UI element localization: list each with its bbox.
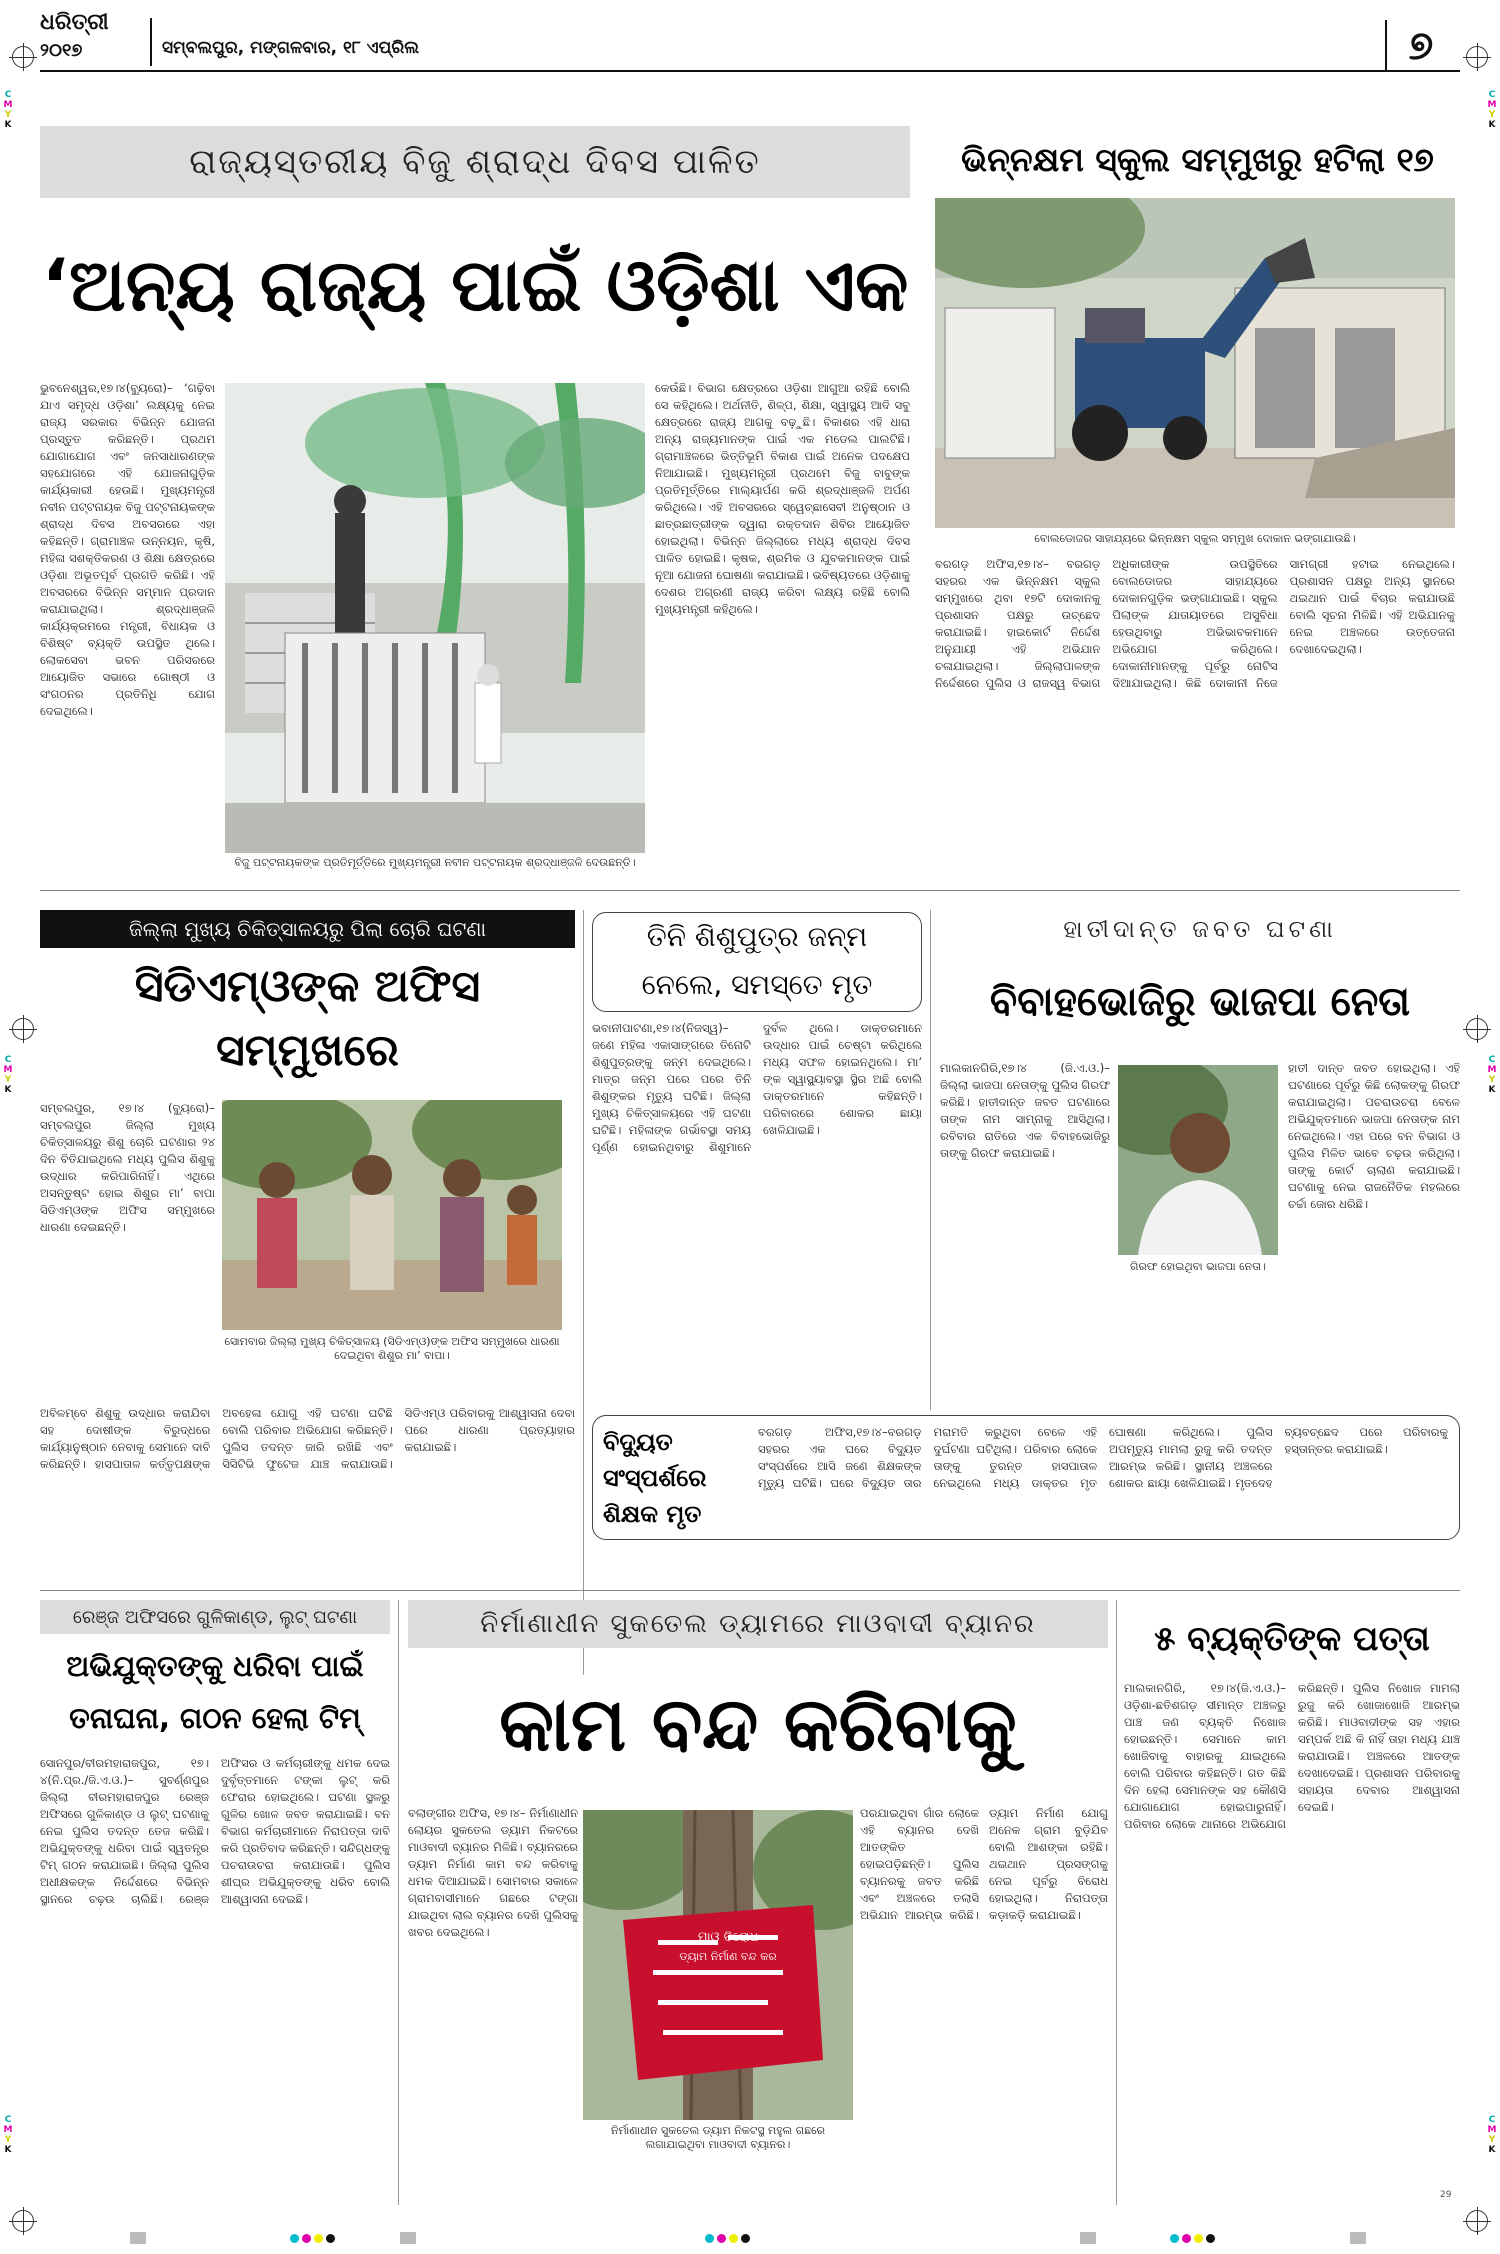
cmyk-strip: C M Y K xyxy=(3,2115,13,2155)
print-grey-bar xyxy=(1080,2232,1096,2244)
story3-kicker: ଜିଲ୍ଲା ମୁଖ୍ୟ ଚିକିତ୍ସାଳୟରୁ ପିଲା ଚୋରି ଘଟଣା xyxy=(40,910,575,948)
print-grey-bar xyxy=(1350,2232,1366,2244)
story3-headline-line1: ସିଡିଏମ୍ଓଙ୍କ ଅଫିସ ସମ୍ମୁଖରେ xyxy=(134,961,481,1076)
story2-photo-caption: ବୋଲଡୋଜର ସାହାଯ୍ୟରେ ଭିନ୍ନକ୍ଷମ ସ୍କୁଲ ସମ୍ମୁଖ ଦୋକାନ ଭଙ୍ଗାଯାଉଛି। xyxy=(1034,532,1356,545)
masthead-year: ୨୦୧୭ xyxy=(40,40,83,61)
cmyk-strip: C M Y K xyxy=(1487,90,1497,130)
story5-headline: ବିବାହଭୋଜିରୁ ଭାଜପା ନେତା xyxy=(989,979,1411,1025)
story1-body-left: ଭୁବନେଶ୍ୱର,୧୭।୪(ବ୍ୟୁରୋ)– ‘ଗଢ଼ିବା ଯାଏ ସମୃଦ୍ଧ ଓଡ଼ିଶା’ ଲକ୍ଷ୍ୟକୁ ନେଇ ରାଜ୍ୟ ସରକାର ବିଭିନ୍ନ ଯୋଜନା ପ୍ରସ୍ତୁତ କରିଛନ୍ତି। ପ୍ରଥମ ଯୋଗାଯୋଗ ଏବଂ ଜନସାଧାରଣଙ୍କ ସହଯୋଗରେ ଏହି ଯୋଜନାଗୁଡ଼ିକ କାର୍ଯ୍ୟକାରୀ ହେଉଛି। ମୁଖ୍ୟମନ୍ତ୍ରୀ ନବୀନ ପଟ୍ଟନାୟକ ବିଜୁ ପଟ୍ଟନାୟକଙ୍କ ଶ୍ରାଦ୍ଧ ଦିବସ ଅବସରରେ ଏହା କହିଛନ୍ତି। ଗ୍ରାମାଞ୍ଚଳ ଉନ୍ନୟନ, କୃଷି, ମହିଳା ସଶକ୍ତିକରଣ ଓ ଶିକ୍ଷା କ୍ଷେତ୍ରରେ ଓଡ଼ିଶା ଅଭୂତପୂର୍ବ ପ୍ରଗତି କରିଛି। ଏହି ଅବସରରେ ବିଭିନ୍ନ ସମ୍ମାନ ପ୍ରଦାନ କରାଯାଇଥିଲା। ଶ୍ରଦ୍ଧାଞ୍ଜଳି କାର୍ଯ୍ୟକ୍ରମରେ ମନ୍ତ୍ରୀ, ବିଧାୟକ ଓ ବିଶିଷ୍ଟ ବ୍ୟକ୍ତି ଉପସ୍ଥିତ ଥିଲେ। ଲୋକସେବା ଭବନ ପରିସରରେ ଆୟୋଜିତ ସଭାରେ ଗୋଷ୍ଠୀ ଓ ସଂଗଠନର ପ୍ରତିନିଧି ଯୋଗ ଦେଇଥିଲେ। xyxy=(40,381,215,718)
newspaper-logo: ଧରିତ୍ରୀ xyxy=(40,10,109,35)
registration-mark xyxy=(1466,1018,1488,1040)
story6-headline xyxy=(603,1424,748,1534)
story5-body-left: ମାଲକାନଗିରି,୧୭।୪ (ଜି.ଏ.ଓ.)– ଜିଲ୍ଲା ଭାଜପା ନେତାଙ୍କୁ ପୁଲିସ ଗିରଫ କରିଛି। ହାତୀଦାନ୍ତ ଜବତ ଘଟଣାରେ ତାଙ୍କ ନାମ ସାମ୍ନାକୁ ଆସିଥିଲା। ରବିବାର ରାତିରେ ଏକ ବିବାହଭୋଜିରୁ ତାଙ୍କୁ ଗିରଫ କରାଯାଇଛି। xyxy=(940,1061,1110,1160)
story3-headline-line2 xyxy=(40,1083,575,1085)
cmyk-strip: C M Y K xyxy=(3,90,13,130)
story3-photo-caption: ସୋମବାର ଜିଲ୍ଲା ମୁଖ୍ୟ ଚିକିତ୍ସାଳୟ (ସିଡିଏମ୍ଓ)ଙ୍କ ଅଫିସ ସମ୍ମୁଖରେ ଧାରଣା ଦେଇଥିବା ଶିଶୁର ମା’ ବାପା। xyxy=(224,1335,560,1362)
section-rule xyxy=(40,890,1460,891)
column-rule xyxy=(930,910,931,1410)
column-rule xyxy=(583,910,584,1675)
cmyk-strip: C M Y K xyxy=(3,1055,13,1095)
story7-headline xyxy=(40,1640,390,1750)
masthead-dateline: ସମ୍ବଲପୁର, ମଙ୍ଗଳବାର, ୧୮ ଏପ୍ରିଲ xyxy=(162,38,420,58)
story8-headline: କାମ ବନ୍ଦ କରିବାକୁ xyxy=(499,1682,1017,1768)
story5-kicker: ହାତୀଦାନ୍ତ ଜବତ ଘଟଣା xyxy=(940,910,1460,948)
story8-kicker: ନିର୍ମାଣାଧୀନ ସୁକତେଲ ଡ୍ୟାମରେ ମାଓବାଦୀ ବ୍ୟାନର xyxy=(408,1600,1108,1648)
story2-headline: ଭିନ୍ନକ୍ଷମ ସ୍କୁଲ ସମ୍ମୁଖରୁ ହଟିଲା ୧୭ xyxy=(961,140,1434,179)
story7-body: ସୋନପୁର/ବୀରମହାରାଜପୁର, ୧୭।୪(ନି.ପ୍ର./ଜି.ଏ.ଓ.)– ସୁବର୍ଣ୍ଣପୁର ଜିଲ୍ଲା ବୀରମହାରାଜପୁର ରେଞ୍ଜ ଅଫିସରେ ଗୁଳିକାଣ୍ଡ ଓ ଲୁଟ୍ ଘଟଣାକୁ ନେଇ ପୁଲିସ ତଦନ୍ତ ତେଜ କରିଛି। ଅଭିଯୁକ୍ତଙ୍କୁ ଧରିବା ପାଇଁ ସ୍ୱତନ୍ତ୍ର ଟିମ୍ ଗଠନ କରାଯାଇଛି। ଜିଲ୍ଲା ପୁଲିସ ଅଧୀକ୍ଷକଙ୍କ ନିର୍ଦ୍ଦେଶରେ ବିଭିନ୍ନ ସ୍ଥାନରେ ଚଢ଼ଉ ଚାଲିଛି। ରେଞ୍ଜ ଅଫିସର ଓ କର୍ମଚାରୀଙ୍କୁ ଧମକ ଦେଇ ଦୁର୍ବୃତ୍ତମାନେ ଟଙ୍କା ଲୁଟ୍ କରି ଫେରାର ହୋଇଥିଲେ। ଘଟଣା ସ୍ଥଳରୁ ଗୁଳିର ଖୋଳ ଜବତ କରାଯାଇଛି। ବନ ବିଭାଗ କର୍ମଚାରୀମାନେ ନିରାପତ୍ତା ଦାବି କରି ପ୍ରତିବାଦ କରିଛନ୍ତି। ସନ୍ଦିଗ୍ଧଙ୍କୁ ପଚରାଉଚରା କରାଯାଉଛି। ପୁଲିସ ଶୀଘ୍ର ଅଭିଯୁକ୍ତଙ୍କୁ ଧରିବ ବୋଲି ଆଶ୍ୱାସନା ଦେଇଛି। xyxy=(40,1756,390,1906)
story8-photo xyxy=(583,1810,853,2120)
registration-mark xyxy=(12,46,34,68)
story8-body-left: ବଲାଙ୍ଗୀର ଅଫିସ, ୧୭।୪– ନିର୍ମାଣାଧୀନ ଲୋୟର ସୁକତେଲ ଡ୍ୟାମ ନିକଟରେ ମାଓବାଦୀ ବ୍ୟାନର ମିଳିଛି। ବ୍ୟାନରରେ ଡ୍ୟାମ ନିର୍ମାଣ କାମ ବନ୍ଦ କରିବାକୁ ଧମକ ଦିଆଯାଇଛି। ସୋମବାର ସକାଳେ ଗ୍ରାମବାସୀମାନେ ଗଛରେ ଟଙ୍ଗା ଯାଇଥିବା ଲାଲ ବ୍ୟାନର ଦେଖି ପୁଲିସକୁ ଖବର ଦେଇଥିଲେ। xyxy=(408,1806,578,1939)
cmyk-strip: C M Y K xyxy=(1487,1055,1497,1095)
story9-body: ମାଲକାନଗିରି, ୧୭।୪(ଜି.ଏ.ଓ.)– ଓଡ଼ିଶା-ଛତିଶଗଡ଼ ସୀମାନ୍ତ ଅଞ୍ଚଳରୁ ପାଞ୍ଚ ଜଣ ବ୍ୟକ୍ତି ନିଖୋଜ ହୋଇଛନ୍ତି। ସେମାନେ କାମ ଖୋଜିବାକୁ ବାହାରକୁ ଯାଇଥିଲେ ବୋଲି ପରିବାର କହିଛନ୍ତି। ଗତ କିଛି ଦିନ ହେଲା ସେମାନଙ୍କ ସହ କୌଣସି ଯୋଗାଯୋଗ ହୋଇପାରୁନାହିଁ। ପରିବାର ଲୋକେ ଥାନାରେ ଅଭିଯୋଗ କରିଛନ୍ତି। ପୁଲିସ ନିଖୋଜ ମାମଲା ରୁଜୁ କରି ଖୋଜାଖୋଜି ଆରମ୍ଭ କରିଛି। ମାଓବାଦୀଙ୍କ ସହ ଏହାର ସମ୍ପର୍କ ଅଛି କି ନାହିଁ ତାହା ମଧ୍ୟ ଯାଞ୍ଚ କରାଯାଉଛି। ଅଞ୍ଚଳରେ ଆତଙ୍କ ଦେଖାଦେଇଛି। ପ୍ରଶାସନ ପରିବାରକୁ ସହାୟତା ଦେବାର ଆଶ୍ୱାସନା ଦେଇଛି। xyxy=(1124,1681,1460,1831)
story3-headline xyxy=(40,955,575,1085)
story3-body-left: ସମ୍ବଲପୁର, ୧୭।୪ (ବ୍ୟୁରୋ)– ସମ୍ବଲପୁର ଜିଲ୍ଲା ମୁଖ୍ୟ ଚିକିତ୍ସାଳୟରୁ ଶିଶୁ ଚୋରି ଘଟଣାର ୨୪ ଦିନ ବିତିଯାଇଥିଲେ ମଧ୍ୟ ପୁଲିସ ଶିଶୁକୁ ଉଦ୍ଧାର କରିପାରିନାହିଁ। ଏଥିରେ ଅସନ୍ତୁଷ୍ଟ ହୋଇ ଶିଶୁର ମା’ ବାପା ସିଡିଏମ୍ଓଙ୍କ ଅଫିସ ସମ୍ମୁଖରେ ଧାରଣା ଦେଇଛନ୍ତି। xyxy=(40,1101,215,1234)
story5-photo xyxy=(1118,1065,1278,1255)
story4-headline-line2: ନେଲେ, ସମସ୍ତେ ମୃତ xyxy=(641,968,873,1001)
registration-mark xyxy=(12,1018,34,1040)
story5-photo-caption: ଗିରଫ ହୋଇଥିବା ଭାଜପା ନେତା। xyxy=(1130,1260,1266,1273)
footer-page-ref: 29 xyxy=(1440,2190,1452,2200)
story1-body-right: କେଉଁଛି। ବିଭାଗ କ୍ଷେତ୍ରରେ ଓଡ଼ିଶା ଆଗୁଆ ରହିଛି ବୋଲି ସେ କହିଥିଲେ। ଅର୍ଥନୀତି, ଶିଳ୍ପ, ଶିକ୍ଷା, ସ୍ୱାସ୍ଥ୍ୟ ଆଦି ସବୁ କ୍ଷେତ୍ରରେ ରାଜ୍ୟ ଆଗକୁ ବଢ଼ୁଛି। ବିକାଶର ଏହି ଧାରା ଅନ୍ୟ ରାଜ୍ୟମାନଙ୍କ ପାଇଁ ଏକ ମଡେଲ ପାଲଟିଛି। ଗ୍ରାମାଞ୍ଚଳରେ ଭିତ୍ତିଭୂମି ବିକାଶ ପାଇଁ ଅନେକ ପଦକ୍ଷେପ ନିଆଯାଇଛି। ମୁଖ୍ୟମନ୍ତ୍ରୀ ପ୍ରଥମେ ବିଜୁ ବାବୁଙ୍କ ପ୍ରତିମୂର୍ତ୍ତିରେ ମାଲ୍ୟାର୍ପଣ କରି ଶ୍ରଦ୍ଧାଞ୍ଜଳି ଅର୍ପଣ କରିଥିଲେ। ଏହି ଅବସରରେ ସ୍ୱେଚ୍ଛାସେବୀ ଅନୁଷ୍ଠାନ ଓ ଛାତ୍ରଛାତ୍ରୀଙ୍କ ଦ୍ୱାରା ରକ୍ତଦାନ ଶିବିର ଆୟୋଜିତ ହୋଇଥିଲା। ବିଭିନ୍ନ ଜିଲ୍ଲାରେ ମଧ୍ୟ ଶ୍ରାଦ୍ଧ ଦିବସ ପାଳିତ ହୋଇଛି। କୃଷକ, ଶ୍ରମିକ ଓ ଯୁବକମାନଙ୍କ ପାଇଁ ନୂଆ ଯୋଜନା ଘୋଷଣା କରାଯାଇଛି। ଭବିଷ୍ୟତରେ ଓଡ଼ିଶାକୁ ଦେଶର ଅଗ୍ରଣୀ ରାଜ୍ୟ କରିବା ଲକ୍ଷ୍ୟ ରହିଛି ବୋଲି ମୁଖ୍ୟମନ୍ତ୍ରୀ କହିଥିଲେ। xyxy=(655,381,910,616)
print-grey-bar xyxy=(130,2232,146,2244)
story2-body: ବରଗଡ଼ ଅଫିସ,୧୭।୪– ବରଗଡ଼ ସହରର ଏକ ଭିନ୍ନକ୍ଷମ ସ୍କୁଲ ସମ୍ମୁଖରେ ଥିବା ୧୭ଟି ଦୋକାନକୁ ପ୍ରଶାସନ ପକ୍ଷରୁ ଉଚ୍ଛେଦ କରାଯାଇଛି। ହାଇକୋର୍ଟ ନିର୍ଦ୍ଦେଶ ଅନୁଯାୟୀ ଏହି ଅଭିଯାନ ଚଳାଯାଇଥିଲା। ଜିଲ୍ଲାପାଳଙ୍କ ନିର୍ଦ୍ଦେଶରେ ପୁଲିସ ଓ ରାଜସ୍ୱ ବିଭାଗ ଅଧିକାରୀଙ୍କ ଉପସ୍ଥିତିରେ ବୋଲଡୋଜର ସାହାଯ୍ୟରେ ଦୋକାନଗୁଡ଼ିକ ଭଙ୍ଗାଯାଇଛି। ସ୍କୁଲ ପିଲାଙ୍କ ଯାତାୟାତରେ ଅସୁବିଧା ହେଉଥିବାରୁ ଅଭିଭାବକମାନେ ଅଭିଯୋଗ କରିଥିଲେ। ଦୋକାନୀମାନଙ୍କୁ ପୂର୍ବରୁ ନୋଟିସ ଦିଆଯାଇଥିଲା। କିଛି ଦୋକାନୀ ନିଜେ ସାମଗ୍ରୀ ହଟାଇ ନେଇଥିଲେ। ପ୍ରଶାସନ ପକ୍ଷରୁ ଅନ୍ୟ ସ୍ଥାନରେ ଥଇଥାନ ପାଇଁ ବିଚାର କରାଯାଉଛି ବୋଲି ସୂଚନା ମିଳିଛି। ଏହି ଅଭିଯାନକୁ ନେଇ ଅଞ୍ଚଳରେ ଉତ୍ତେଜନା ଦେଖାଦେଇଥିଲା। xyxy=(935,557,1455,690)
story6-box xyxy=(592,1415,1460,1540)
masthead-rule xyxy=(40,70,1460,72)
story1-kicker: ରାଜ୍ୟସ୍ତରୀୟ ବିଜୁ ଶ୍ରାଦ୍ଧ ଦିବସ ପାଳିତ xyxy=(40,126,910,198)
story1-headline: ‘ଅନ୍ୟ ରାଜ୍ୟ ପାଇଁ ଓଡ଼ିଶା ଏକ xyxy=(41,243,909,327)
story1-photo-caption: ବିଜୁ ପଟ୍ଟନାୟକଙ୍କ ପ୍ରତିମୂର୍ତ୍ତିରେ ମୁଖ୍ୟମନ୍ତ୍ରୀ ନବୀନ ପଟ୍ଟନାୟକ ଶ୍ରଦ୍ଧାଞ୍ଜଳି ଦେଉଛନ୍ତି। xyxy=(234,856,636,869)
registration-mark xyxy=(1466,2210,1488,2232)
story2-photo xyxy=(935,198,1455,528)
story3-photo xyxy=(222,1100,562,1330)
masthead-divider xyxy=(150,18,152,66)
story7-headline-line1: ଅଭିଯୁକ୍ତଙ୍କୁ ଧରିବା ପାଇଁ xyxy=(66,1649,364,1683)
print-color-dots xyxy=(1170,2234,1215,2243)
section-rule xyxy=(40,1590,1460,1591)
story6-headline-line1: ବିଦ୍ୟୁତ xyxy=(603,1428,673,1456)
story8-body-right: ପରଯାଇଥିବା ଗାଁର ଲୋକେ ଏହି ବ୍ୟାନର ଦେଖି ଆତଙ୍କିତ ହୋଇପଡ଼ିଛନ୍ତି। ପୁଲିସ ବ୍ୟାନରକୁ ଜବତ କରିଛି ଏବଂ ଅଞ୍ଚଳରେ ତଲାସି ଅଭିଯାନ ଆରମ୍ଭ କରିଛି। ଡ୍ୟାମ ନିର୍ମାଣ ଯୋଗୁ ଅନେକ ଗ୍ରାମ ବୁଡ଼ିଯିବ ବୋଲି ଆଶଙ୍କା ରହିଛି। ଥଇଥାନ ପ୍ରସଙ୍ଗକୁ ନେଇ ପୂର୍ବରୁ ବିରୋଧ ହୋଇଥିଲା। ନିରାପତ୍ତା କଡ଼ାକଡ଼ି କରାଯାଇଛି। xyxy=(860,1806,1108,1922)
story4-headline-line1: ତିନି ଶିଶୁପୁତ୍ର ଜନ୍ମ xyxy=(646,920,868,953)
page-number: ୭ xyxy=(1385,20,1455,72)
story7-kicker: ରେଞ୍ଜ ଅଫିସରେ ଗୁଳିକାଣ୍ଡ, ଲୁଟ୍ ଘଟଣା xyxy=(40,1600,390,1634)
story8-banner-text-line1: ମାଓ ବିରୋଧ xyxy=(697,1930,759,1945)
story1-photo xyxy=(225,383,645,853)
masthead-logo-block xyxy=(40,8,150,68)
registration-mark xyxy=(1466,46,1488,68)
story6-body: ବରଗଡ଼ ଅଫିସ,୧୭।୪–ବରଗଡ଼ ସହରର ଏକ ଘରେ ବିଦ୍ୟୁତ ସଂସ୍ପର୍ଶରେ ଆସି ଜଣେ ଶିକ୍ଷକଙ୍କ ମୃତ୍ୟୁ ଘଟିଛି। ଘରେ ବିଦ୍ୟୁତ ତାର ମରାମତି କରୁଥିବା ବେଳେ ଏହି ଦୁର୍ଘଟଣା ଘଟିଥିଲା। ପରିବାର ଲୋକେ ତାଙ୍କୁ ତୁରନ୍ତ ହାସପାତାଳ ନେଇଥିଲେ ମଧ୍ୟ ଡାକ୍ତର ମୃତ ଘୋଷଣା କରିଥିଲେ। ପୁଲିସ ଅପମୃତ୍ୟୁ ମାମଲା ରୁଜୁ କରି ତଦନ୍ତ ଆରମ୍ଭ କରିଛି। ସ୍ଥାନୀୟ ଅଞ୍ଚଳରେ ଶୋକର ଛାୟା ଖେଳିଯାଇଛି। ମୃତଦେହ ବ୍ୟବଚ୍ଛେଦ ପରେ ପରିବାରକୁ ହସ୍ତାନ୍ତର କରାଯାଇଛି। xyxy=(758,1425,1448,1490)
print-grey-bar xyxy=(400,2232,416,2244)
story5-body-right: ହାତୀ ଦାନ୍ତ ଜବତ ହୋଇଥିଲା। ଏହି ଘଟଣାରେ ପୂର୍ବରୁ କିଛି ଲୋକଙ୍କୁ ଗିରଫ କରାଯାଇଥିଲା। ପଚରାଉଚରା ବେଳେ ଅଭିଯୁକ୍ତମାନେ ଭାଜପା ନେତାଙ୍କ ନାମ ନେଇଥିଲେ। ଏହା ପରେ ବନ ବିଭାଗ ଓ ପୁଲିସ ମିଳିତ ଭାବେ ଚଢ଼ଉ କରିଥିଲା। ତାଙ୍କୁ କୋର୍ଟ ଚାଲାଣ କରାଯାଇଛି। ଘଟଣାକୁ ନେଇ ରାଜନୈତିକ ମହଲରେ ଚର୍ଚ୍ଚା ଜୋର ଧରିଛି। xyxy=(1288,1061,1460,1211)
print-color-dots xyxy=(290,2234,335,2243)
column-rule xyxy=(398,1600,399,2205)
story8-photo-caption: ନିର୍ମାଣାଧୀନ ସୁକତେଲ ଡ୍ୟାମ ନିକଟସ୍ଥ ମହୁଲ ଗଛରେ ଲଗାଯାଇଥିବା ମାଓବାଦୀ ବ୍ୟାନର। xyxy=(610,2124,826,2151)
story4-headline-box xyxy=(592,912,922,1012)
story3-body-bottom: ଅବିଳମ୍ବେ ଶିଶୁକୁ ଉଦ୍ଧାର କରାଯିବା ସହ ଦୋଷୀଙ୍କ ବିରୁଦ୍ଧରେ କାର୍ଯ୍ୟାନୁଷ୍ଠାନ ନେବାକୁ ସେମାନେ ଦାବି କରିଛନ୍ତି। ହାସପାତାଳ କର୍ତ୍ତୃପକ୍ଷଙ୍କ ଅବହେଳା ଯୋଗୁ ଏହି ଘଟଣା ଘଟିଛି ବୋଲି ପରିବାର ଅଭିଯୋଗ କରିଛନ୍ତି। ପୁଲିସ ତଦନ୍ତ ଜାରି ରଖିଛି ଏବଂ ସିସିଟିଭି ଫୁଟେଜ ଯାଞ୍ଚ କରାଯାଉଛି। ସିଡିଏମ୍ଓ ପରିବାରକୁ ଆଶ୍ୱାସନା ଦେବା ପରେ ଧାରଣା ପ୍ରତ୍ୟାହାର କରାଯାଇଛି। xyxy=(40,1406,575,1471)
story7-headline-line2: ତନାଘନା, ଗଠନ ହେଲା ଟିମ୍ xyxy=(69,1701,361,1735)
story6-headline-line3: ଶିକ୍ଷକ ମୃତ xyxy=(603,1500,702,1528)
registration-mark xyxy=(12,2210,34,2232)
story9-headline: ୫ ବ୍ୟକ୍ତିଙ୍କ ପତ୍ତା xyxy=(1154,1619,1430,1659)
cmyk-strip: C M Y K xyxy=(1487,2115,1497,2155)
column-rule xyxy=(1116,1600,1117,2205)
story6-headline-line2: ସଂସ୍ପର୍ଶରେ xyxy=(603,1464,707,1492)
print-color-dots xyxy=(705,2234,750,2243)
story8-banner-text-line2: ଡ୍ୟାମ ନିର୍ମାଣ ବନ୍ଦ କର xyxy=(679,1950,777,1963)
story4-body: ଭବାନୀପାଟଣା,୧୭।୪(ନିଜସ୍ୱ)– ଜଣେ ମହିଳା ଏକାସାଙ୍ଗରେ ତିନୋଟି ଶିଶୁପୁତ୍ରଙ୍କୁ ଜନ୍ମ ଦେଇଥିଲେ। ମାତ୍ର ଜନ୍ମ ପରେ ପରେ ତିନି ଶିଶୁଙ୍କର ମୃତ୍ୟୁ ଘଟିଛି। ଜିଲ୍ଲା ମୁଖ୍ୟ ଚିକିତ୍ସାଳୟରେ ଏହି ଘଟଣା ଘଟିଛି। ମହିଳାଙ୍କ ଗର୍ଭାବସ୍ଥା ସମୟ ପୂର୍ଣ୍ଣ ହୋଇନଥିବାରୁ ଶିଶୁମାନେ ଦୁର୍ବଳ ଥିଲେ। ଡାକ୍ତରମାନେ ଉଦ୍ଧାର ପାଇଁ ଚେଷ୍ଟା କରିଥିଲେ ମଧ୍ୟ ସଫଳ ହୋଇନଥିଲେ। ମା’ ଙ୍କ ସ୍ୱାସ୍ଥ୍ୟାବସ୍ଥା ସ୍ଥିର ଅଛି ବୋଲି ଡାକ୍ତରମାନେ କହିଛନ୍ତି। ପରିବାରରେ ଶୋକର ଛାୟା ଖେଳିଯାଇଛି। xyxy=(592,1021,922,1154)
